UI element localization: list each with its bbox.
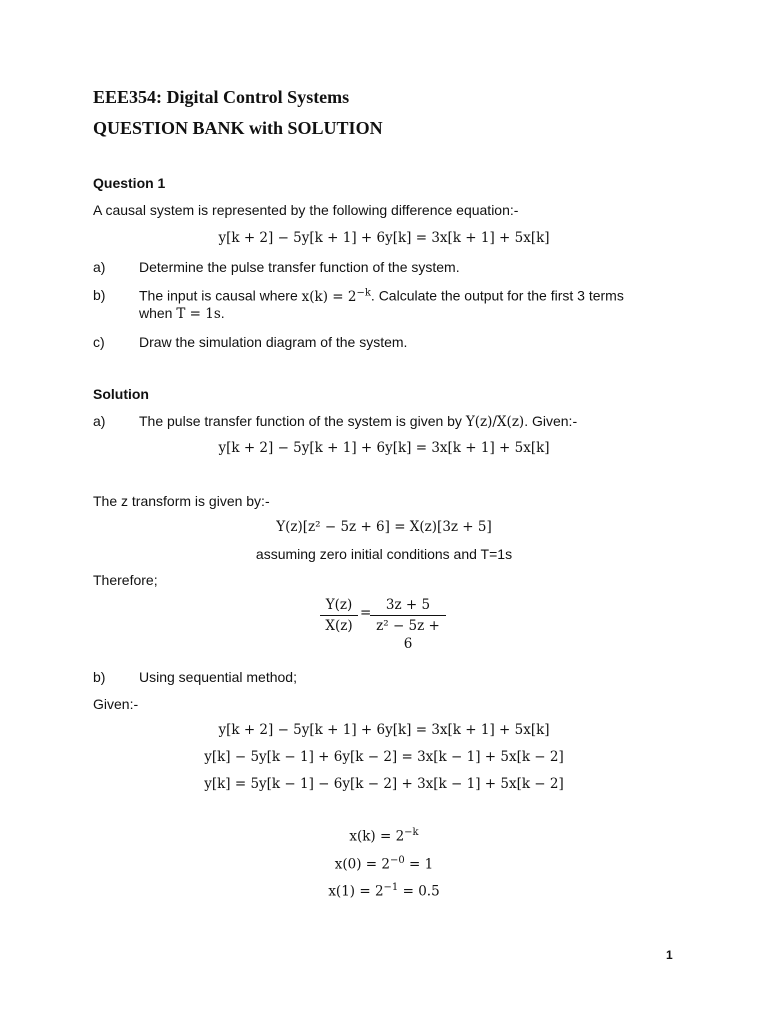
input-x0-exponent: −0 (390, 855, 405, 866)
assumption-text: assuming zero initial conditions and T=1s (255, 546, 513, 562)
tf-rhs-fraction (370, 596, 446, 653)
page-number: 1 (666, 948, 673, 962)
tf-lhs-bar (320, 615, 358, 616)
sequential-equation-3: y[k] = 5y[k − 1] − 6y[k − 2] + 3x[k − 1] + 5x[k − 2] (204, 776, 564, 792)
tf-rhs-denominator: z² − 5z + 6 (376, 618, 440, 652)
tf-lhs-fraction (320, 596, 358, 635)
question-intro: A causal system is represented by the following difference equation:- (93, 202, 519, 218)
sequential-equation-2: y[k] − 5y[k − 1] + 6y[k − 2] = 3x[k − 1] + 5x[k − 2] (204, 749, 564, 765)
course-title: EEE354: Digital Control Systems (93, 87, 350, 107)
input-x1-exponent: −1 (383, 882, 399, 893)
ztransform-equation: Y(z)[z² − 5z + 6] = X(z)[3z + 5] (276, 519, 492, 535)
document-title: QUESTION BANK with SOLUTION (93, 118, 383, 138)
input-x0-base: x(0) = 2 (334, 856, 390, 873)
input-x0-tail: = 1 (404, 856, 434, 873)
part-b-line2-post: . (220, 305, 225, 321)
input-x1-tail: = 0.5 (398, 883, 440, 900)
solution-a-text-post: . Given:- (524, 413, 578, 429)
tf-rhs-bar (370, 615, 446, 616)
solution-heading: Solution (93, 386, 149, 402)
solution-a-equation: y[k + 2] − 5y[k + 1] + 6y[k] = 3x[k + 1] + 5x[k] (218, 440, 550, 456)
part-b-text-pre: The input is causal where (139, 287, 298, 304)
solution-a-text-pre: The pulse transfer function of the system is given by (139, 413, 462, 429)
input-equation-general (0, 827, 768, 845)
tf-lhs-denominator: X(z) (325, 618, 353, 634)
ztransform-label: The z transform is given by:- (93, 493, 270, 509)
part-b-label: b) (93, 287, 106, 303)
part-a-label: a) (93, 259, 106, 275)
tf-rhs-numerator: 3z + 5 (385, 597, 431, 613)
difference-equation: y[k + 2] − 5y[k + 1] + 6y[k] = 3x[k + 1] + 5x[k] (218, 230, 550, 246)
part-b-line2-math: T = 1s (176, 306, 221, 322)
solution-a-ratio: Y(z)/X(z) (465, 414, 525, 430)
input-general-exponent: −k (404, 827, 419, 838)
part-b-input-base: x(k) = 2 (301, 288, 357, 305)
input-x1-base: x(1) = 2 (328, 883, 384, 900)
input-equation-x0 (0, 855, 768, 873)
part-b-text (139, 287, 624, 305)
therefore-text: Therefore; (93, 572, 158, 588)
part-b-input-math (302, 289, 371, 305)
transfer-function (0, 596, 768, 652)
part-c-text: Draw the simulation diagram of the system. (139, 334, 408, 350)
part-b-text-post: . Calculate the output for the first 3 terms (370, 287, 624, 304)
part-c-label: c) (93, 334, 105, 350)
part-a-text: Determine the pulse transfer function of the system. (139, 259, 460, 275)
solution-b-label: b) (93, 669, 106, 685)
tf-lhs-numerator: Y(z) (325, 597, 353, 613)
given-text: Given:- (93, 696, 139, 712)
sequential-equation-1: y[k + 2] − 5y[k + 1] + 6y[k] = 3x[k + 1] + 5x[k] (218, 722, 550, 738)
solution-a-text (139, 413, 577, 430)
part-b-text-line2 (139, 305, 225, 322)
solution-a-label: a) (93, 413, 106, 429)
part-b-line2-pre: when (139, 305, 173, 321)
tf-equals: = (360, 605, 372, 621)
solution-b-text: Using sequential method; (139, 669, 297, 685)
input-equation-x1 (0, 882, 768, 900)
part-b-input-exponent: −k (356, 287, 371, 298)
input-general-base: x(k) = 2 (349, 828, 405, 845)
question-heading: Question 1 (93, 175, 166, 191)
